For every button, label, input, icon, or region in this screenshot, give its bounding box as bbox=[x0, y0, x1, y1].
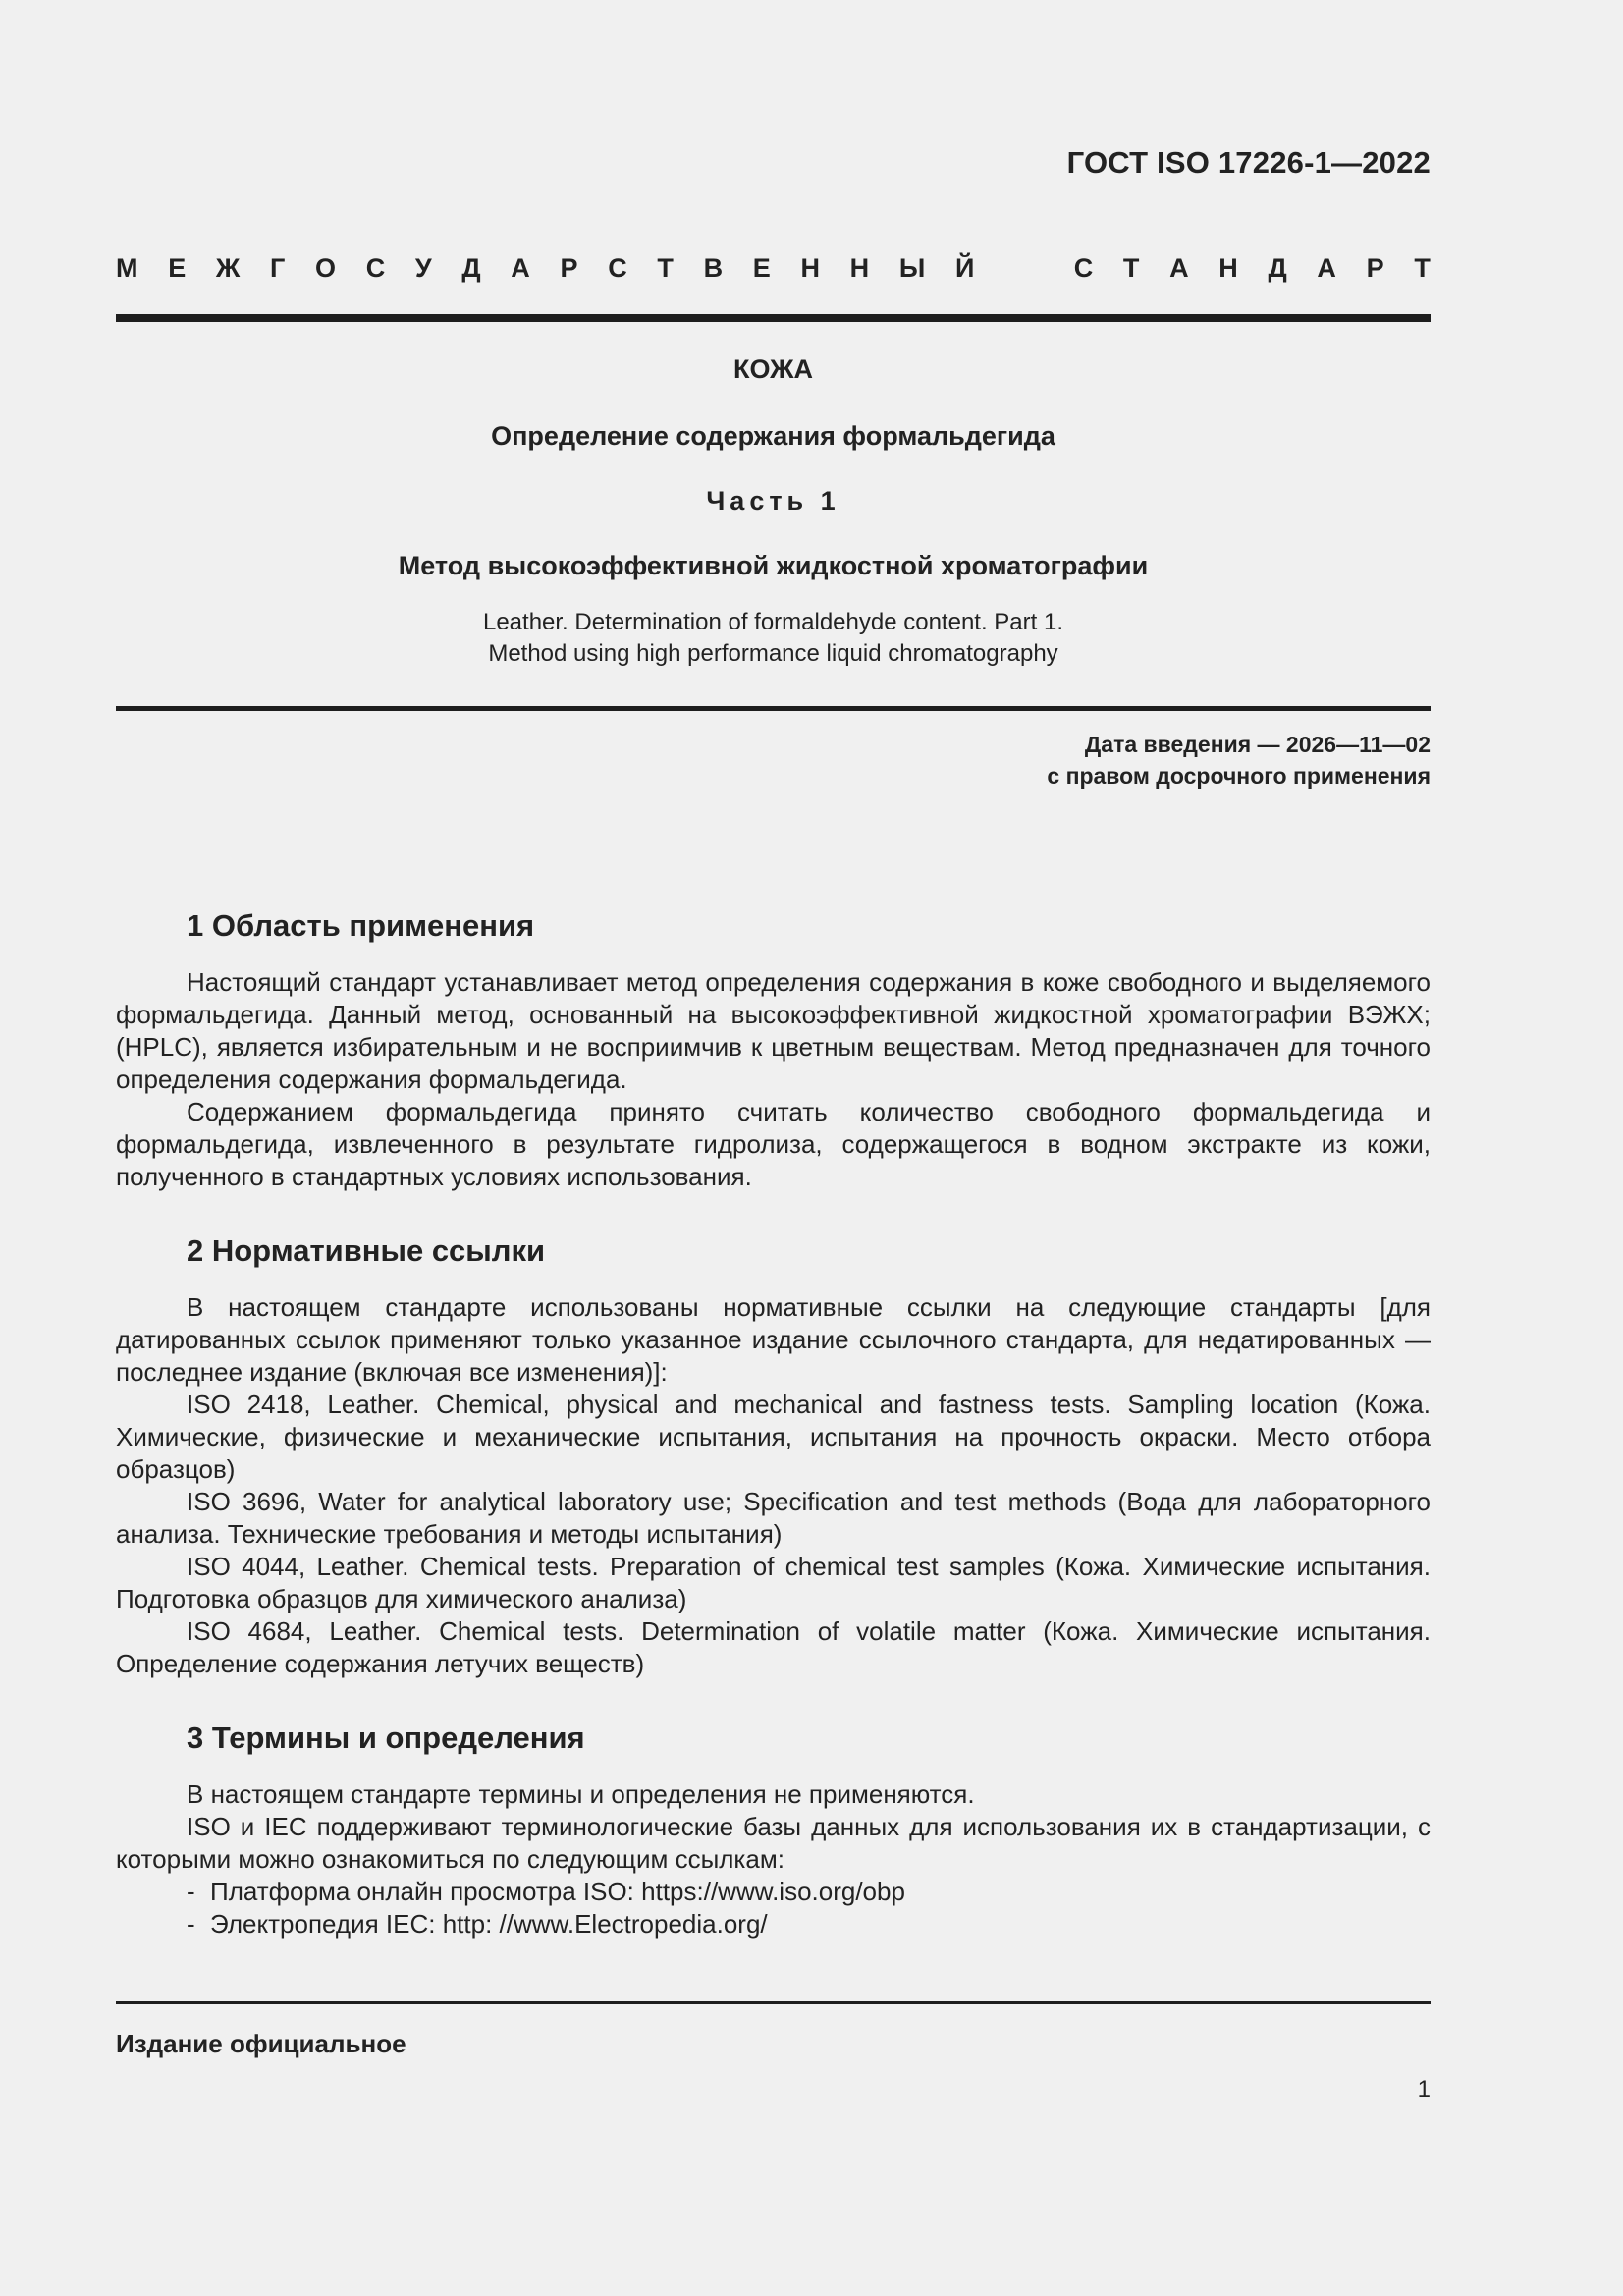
heading-letter: Н bbox=[1218, 253, 1238, 283]
heading-letter: Г bbox=[269, 253, 286, 283]
paragraph: В настоящем стандарте использованы нормативные ссылки на следующие стандарты [для датированных ссылок применяют только указанное издание ссылочного стандарта, для недатированных — последнее издание (включая все изменения)]: bbox=[116, 1292, 1431, 1387]
document-subtitle: Определение содержания формальдегида bbox=[491, 421, 1055, 451]
list-item-text: Электропедия IEC: http: //www.Electropedia.org/ bbox=[210, 1909, 768, 1939]
heading-letter: Е bbox=[752, 253, 771, 283]
top-divider bbox=[116, 314, 1431, 322]
english-title-line-1: Leather. Determination of formaldehyde content. Part 1. bbox=[482, 609, 1063, 635]
section-scope bbox=[116, 903, 1431, 1193]
paragraph: Настоящий стандарт устанавливает метод определения содержания в коже свободного и выделяемого формальдегида. Данный метод, основанный на высокоэффективной жидкостной хроматографии ВЭЖХ; (HPLC), является избирательным и не восприимчив к цветным веществам. Метод предназначен для точного определения содержания формальдегида. bbox=[116, 967, 1431, 1094]
document-body bbox=[116, 903, 1431, 1976]
title-divider bbox=[116, 706, 1431, 711]
heading-letter: В bbox=[703, 253, 724, 283]
heading-letter: О bbox=[314, 253, 336, 283]
list-marker: - bbox=[187, 1909, 195, 1939]
link-list bbox=[116, 1876, 1431, 1941]
english-title-line-2: Method using high performance liquid chromatography bbox=[488, 640, 1058, 667]
heading-letter: Н bbox=[800, 253, 820, 283]
list-marker: - bbox=[187, 1877, 195, 1906]
reference-item: ISO 4044, Leather. Chemical tests. Preparation of chemical test samples (Кожа. Химические испытания. Подготовка образцов для химического анализа) bbox=[116, 1552, 1431, 1613]
paragraph: ISO и IEC поддерживают терминологические базы данных для использования их в стандартизации, с которыми можно ознакомиться по следующим ссылкам: bbox=[116, 1812, 1431, 1874]
document-title: КОЖА bbox=[732, 355, 814, 384]
section-normative-references bbox=[116, 1229, 1431, 1680]
heading-letter: Т bbox=[1414, 253, 1431, 283]
list-item bbox=[187, 1908, 1431, 1941]
reference-item: ISO 2418, Leather. Chemical, physical and mechanical and fastness tests. Sampling location (Кожа. Химические, физические и механические испытания, испытания на прочность окраски. Место отбора образцов) bbox=[116, 1390, 1431, 1484]
list-item bbox=[187, 1876, 1431, 1908]
section-terms-definitions bbox=[116, 1716, 1431, 1941]
heading-word-gap bbox=[1004, 253, 1044, 284]
heading-letter: Ы bbox=[898, 253, 926, 283]
heading-letter: У bbox=[414, 253, 432, 283]
heading-letter: Т bbox=[1122, 253, 1140, 283]
heading-letter: С bbox=[365, 253, 386, 283]
heading-letter: Д bbox=[1268, 253, 1287, 283]
heading-letter: А bbox=[511, 253, 530, 283]
heading-letter: С bbox=[1073, 253, 1094, 283]
introduction-date-block bbox=[1047, 729, 1431, 792]
paragraph: В настоящем стандарте термины и определения не применяются. bbox=[187, 1779, 975, 1809]
heading-letter: С bbox=[608, 253, 627, 283]
footer-divider bbox=[116, 2001, 1431, 2004]
official-edition-label: Издание официальное bbox=[116, 2029, 406, 2058]
heading-letter: Е bbox=[168, 253, 187, 283]
heading-letter: Д bbox=[461, 253, 481, 283]
paragraph: Содержанием формальдегида принято считать количество свободного формальдегида и формальдегида, извлеченного в результате гидролиза, содержащегося в водном экстракте из кожи, полученного в стандартных условиях использования. bbox=[116, 1097, 1431, 1191]
heading-letter: А bbox=[1317, 253, 1336, 283]
page-number: 1 bbox=[1417, 2076, 1431, 2103]
heading-letter: Й bbox=[954, 253, 975, 283]
document-part: Часть 1 bbox=[706, 486, 840, 516]
early-application-note: с правом досрочного применения bbox=[1047, 763, 1431, 789]
section-title: 3 Термины и определения bbox=[187, 1721, 585, 1755]
standard-type-heading bbox=[116, 253, 1431, 284]
reference-item: ISO 3696, Water for analytical laboratory use; Specification and test methods (Вода для лабораторного анализа. Технические требования и методы испытания) bbox=[116, 1487, 1431, 1549]
title-block bbox=[116, 352, 1431, 670]
document-number: ГОСТ ISO 17226-1—2022 bbox=[1066, 145, 1431, 180]
heading-letter: Н bbox=[849, 253, 870, 283]
heading-letter: А bbox=[1169, 253, 1189, 283]
heading-letter: Ж bbox=[215, 253, 241, 283]
heading-letter: Р bbox=[1366, 253, 1384, 283]
section-title: 2 Нормативные ссылки bbox=[187, 1233, 546, 1268]
section-title: 1 Область применения bbox=[187, 908, 535, 943]
list-item-text: Платформа онлайн просмотра ISO: https://www.iso.org/obp bbox=[210, 1877, 905, 1906]
introduction-date: Дата введения — 2026—11—02 bbox=[1084, 732, 1431, 757]
heading-letter: Р bbox=[560, 253, 578, 283]
heading-letter: М bbox=[116, 253, 138, 283]
heading-letter: Т bbox=[657, 253, 674, 283]
reference-item: ISO 4684, Leather. Chemical tests. Determination of volatile matter (Кожа. Химические испытания. Определение содержания летучих веществ) bbox=[116, 1616, 1431, 1678]
document-method: Метод высокоэффективной жидкостной хроматографии bbox=[398, 551, 1149, 580]
